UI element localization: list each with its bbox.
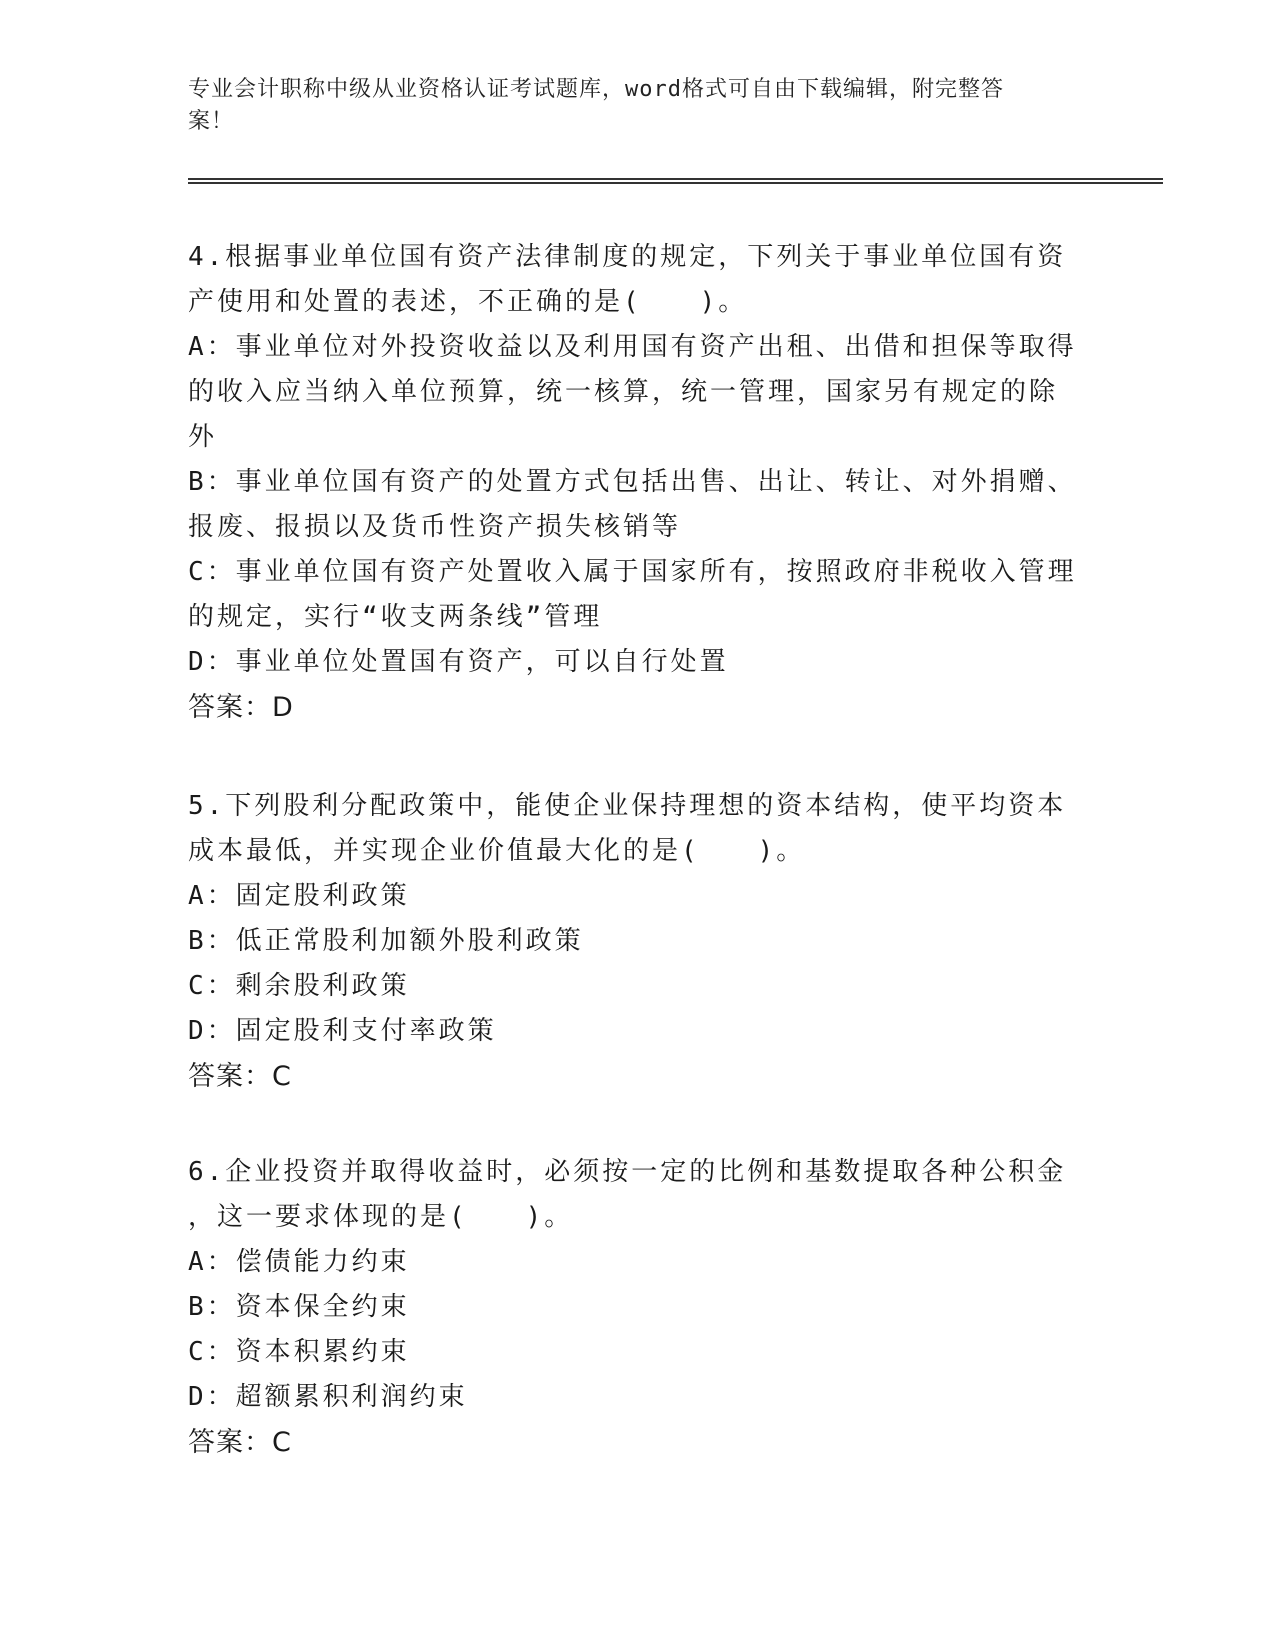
question-6 — [188, 1150, 1088, 1465]
question-stem-line: 5.下列股利分配政策中，能使企业保持理想的资本结构，使平均资本 — [188, 791, 1067, 821]
option-b-line: B：低正常股利加额外股利政策 — [188, 926, 584, 956]
option-d-line: D：超额累积利润约束 — [188, 1382, 468, 1412]
answer-text: 答案：D — [188, 692, 294, 723]
question-4 — [188, 235, 1088, 730]
option-a-line: A：偿债能力约束 — [188, 1247, 410, 1277]
option-c-line: C：事业单位国有资产处置收入属于国家所有，按照政府非税收入管理 — [188, 557, 1077, 587]
option-a-line: 的收入应当纳入单位预算，统一核算，统一管理，国家另有规定的除 — [188, 377, 1059, 407]
option-c-line: C：剩余股利政策 — [188, 971, 410, 1001]
header-divider — [188, 178, 1163, 184]
option-a-line: 外 — [188, 422, 218, 452]
question-stem-line: 4.根据事业单位国有资产法律制度的规定，下列关于事业单位国有资 — [188, 242, 1067, 272]
question-stem-line: ，这一要求体现的是( )。 — [188, 1202, 574, 1232]
option-b-line: 报废、报损以及货币性资产损失核销等 — [188, 512, 682, 542]
header-line: 专业会计职称中级从业资格认证考试题库，word格式可自由下载编辑，附完整答 — [188, 77, 1004, 102]
header-line: 案！ — [188, 109, 235, 134]
question-stem-line: 6.企业投资并取得收益时，必须按一定的比例和基数提取各种公积金 — [188, 1157, 1067, 1187]
question-stem-line: 成本最低，并实现企业价值最大化的是( )。 — [188, 836, 806, 866]
option-d-line: D：固定股利支付率政策 — [188, 1016, 497, 1046]
question-stem-line: 产使用和处置的表述，不正确的是( )。 — [188, 287, 748, 317]
option-a-line: A：固定股利政策 — [188, 881, 410, 911]
document-header — [188, 74, 1068, 138]
option-c-line: C：资本积累约束 — [188, 1337, 410, 1367]
answer-text: 答案：C — [188, 1427, 292, 1458]
option-a-line: A：事业单位对外投资收益以及利用国有资产出租、出借和担保等取得 — [188, 332, 1077, 362]
option-b-line: B：事业单位国有资产的处置方式包括出售、出让、转让、对外捐赠、 — [188, 467, 1077, 497]
answer-text: 答案：C — [188, 1061, 292, 1092]
option-c-line: 的规定，实行“收支两条线”管理 — [188, 602, 603, 632]
option-d-line: D：事业单位处置国有资产，可以自行处置 — [188, 647, 729, 677]
question-5 — [188, 784, 1088, 1099]
option-b-line: B：资本保全约束 — [188, 1292, 410, 1322]
